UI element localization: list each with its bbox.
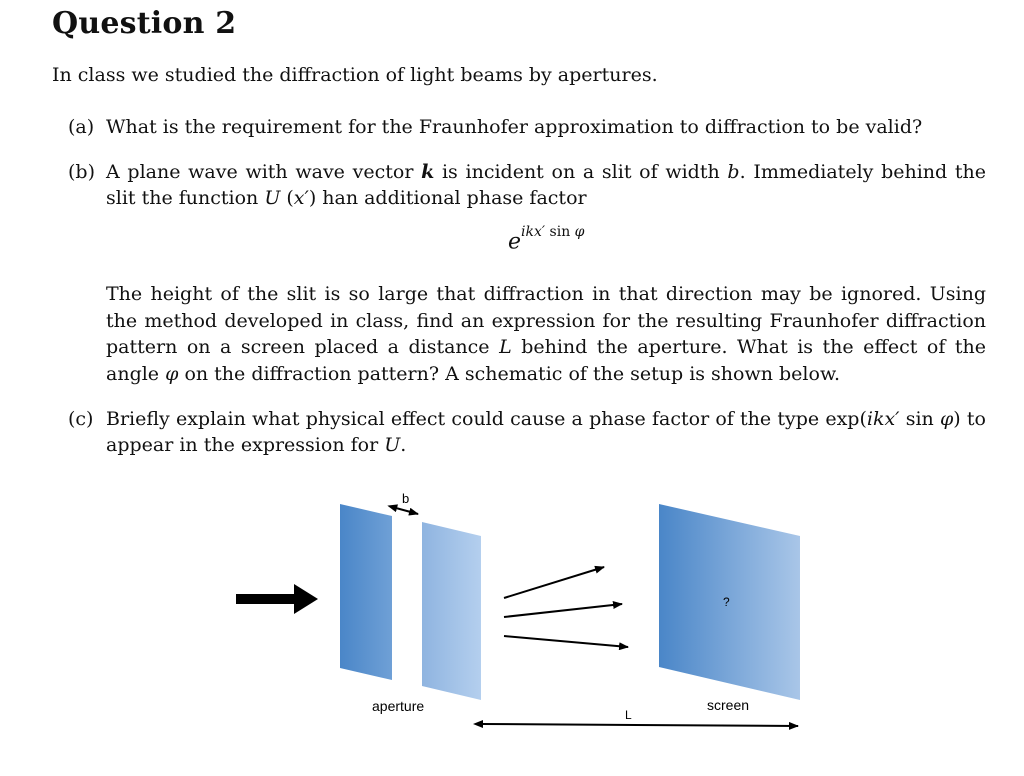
aperture-plate-right — [422, 522, 481, 700]
label-screen: screen — [707, 697, 750, 713]
screen-question-mark: ? — [723, 595, 730, 609]
diffraction-setup-diagram — [0, 470, 1024, 770]
diffracted-ray-2 — [504, 604, 622, 617]
part-b-text: A plane wave with wave vector k is incident on a slit of width b. Immediately behind the slit the function U (x′) han additional phase factor — [106, 161, 987, 209]
question-title: Question 2 — [52, 6, 237, 41]
slit-width-arrow — [396, 508, 418, 514]
part-b-label: (b) — [68, 161, 95, 183]
part-b-paragraph-2: The height of the slit is so large that diffraction in that direction may be ignored. Using the method developed in class, find an expression for the resulting Fraunhofer diffraction pattern on a screen placed a distance L behind the aperture. What is the effect of the angle φ on the diffraction pattern? A schematic of the setup is shown below. — [106, 283, 987, 385]
diffracted-ray-3 — [504, 636, 628, 647]
aperture-plate-left — [340, 504, 392, 680]
label-aperture: aperture — [372, 698, 425, 714]
part-a-label: (a) — [68, 116, 95, 138]
part-c — [68, 406, 986, 458]
part-c-text: Briefly explain what physical effect could cause a phase factor of the type exp(ikx′ sin φ) to appear in the expression for U. — [106, 408, 986, 456]
intro-text: In class we studied the diffraction of light beams by apertures. — [52, 64, 658, 86]
slit-width-symbol: b — [727, 161, 740, 183]
part-a-text: What is the requirement for the Fraunhofer approximation to diffraction to be valid? — [106, 116, 923, 138]
label-b: b — [402, 491, 410, 506]
phase-factor-formula: $e^{ikx' sin \varphi}$ — [508, 224, 585, 255]
diffracted-ray-1 — [504, 567, 604, 598]
distance-L-arrow — [482, 724, 798, 726]
wave-vector-symbol: k — [421, 161, 435, 183]
label-L: L — [625, 708, 632, 722]
part-c-label: (c) — [68, 408, 94, 430]
part-b — [68, 159, 986, 211]
part-a — [68, 114, 986, 140]
incident-beam-arrow — [236, 584, 318, 614]
